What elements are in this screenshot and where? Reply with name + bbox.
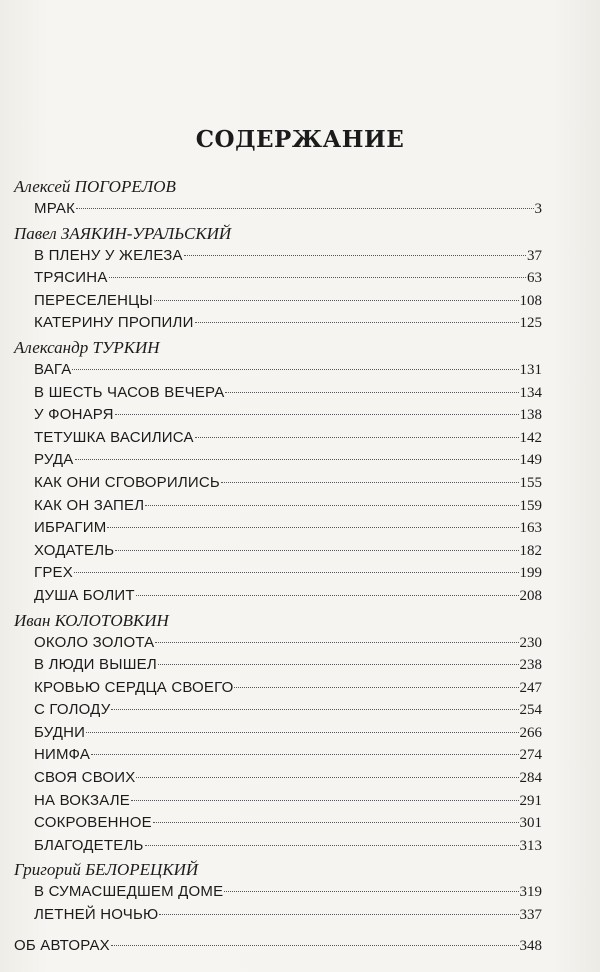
toc-entry-title: У ФОНАРЯ	[34, 406, 114, 424]
toc-page-number: 155	[519, 474, 542, 491]
toc-entry-title: СВОЯ СВОИХ	[34, 769, 136, 787]
toc-entry	[14, 267, 542, 290]
toc-page-number: 63	[527, 270, 542, 287]
toc-entry	[14, 790, 542, 813]
toc-entry	[14, 382, 542, 405]
toc-page-number: 125	[519, 315, 542, 332]
toc-entry	[14, 585, 542, 608]
dot-leader	[74, 572, 519, 573]
toc-page-number: 348	[519, 937, 542, 954]
toc-page-number: 247	[519, 679, 542, 696]
dot-leader	[115, 414, 519, 415]
toc-page-number: 134	[519, 384, 542, 401]
toc-author: Александр ТУРКИН	[14, 337, 160, 357]
toc-entry-title: ЛЕТНЕЙ НОЧЬЮ	[34, 906, 159, 924]
toc-page-number: 291	[519, 792, 542, 809]
toc-entry-title: МРАК	[34, 200, 76, 217]
toc-entry	[14, 812, 542, 835]
toc-page-number: 37	[527, 247, 542, 264]
toc-page-number: 163	[519, 520, 542, 537]
toc-page-number: 142	[519, 429, 542, 446]
toc-entry-title: РУДА	[34, 451, 74, 469]
toc-page-number: 208	[519, 587, 542, 604]
toc-entry	[14, 835, 542, 858]
toc-entry-title: ПЕРЕСЕЛЕНЦЫ	[34, 291, 153, 309]
dot-leader	[224, 891, 518, 892]
dot-leader	[145, 845, 519, 846]
dot-leader	[154, 300, 519, 301]
toc-entry	[14, 312, 542, 335]
dot-leader	[145, 505, 518, 506]
toc-page-number: 199	[519, 565, 542, 582]
dot-leader	[234, 687, 518, 688]
toc-entry	[14, 540, 542, 563]
dot-leader	[184, 255, 526, 256]
toc-page-number: 337	[519, 907, 542, 924]
toc-entry	[14, 495, 542, 518]
toc-entry	[14, 290, 542, 313]
toc-entry-title: ТРЯСИНА	[34, 269, 108, 287]
toc-page-number: 149	[519, 452, 542, 469]
dot-leader	[153, 822, 519, 823]
toc-entry	[14, 699, 542, 722]
toc-entry-title: КАК ОНИ СГОВОРИЛИСЬ	[34, 473, 220, 491]
spacer	[14, 927, 542, 935]
toc-author: Григорий БЕЛОРЕЦКИЙ	[14, 860, 199, 880]
dot-leader	[109, 277, 526, 278]
toc-page-number: 182	[519, 542, 542, 559]
toc-entry-title: ОБ АВТОРАХ	[14, 936, 110, 954]
dot-leader	[111, 945, 519, 946]
dot-leader	[159, 914, 518, 915]
toc-entry-title: КАК ОН ЗАПЕЛ	[34, 496, 145, 514]
dot-leader	[195, 322, 519, 323]
toc-entry	[14, 427, 542, 450]
dot-leader	[136, 777, 518, 778]
toc-page-number: 108	[519, 292, 542, 309]
toc-entry	[14, 359, 542, 382]
dot-leader	[221, 482, 519, 483]
toc-page-number: 301	[519, 815, 542, 832]
toc-page-number: 131	[519, 361, 542, 378]
toc-entry	[14, 904, 542, 927]
toc-entry	[14, 404, 542, 427]
toc-page-number: 238	[519, 657, 542, 674]
toc-entry-title: БЛАГОДЕТЕЛЬ	[34, 836, 144, 854]
toc-entry	[14, 881, 542, 904]
dot-leader	[136, 595, 519, 596]
dot-leader	[91, 754, 518, 755]
toc-author: Иван КОЛОТОВКИН	[14, 610, 169, 630]
toc-page-number: 3	[534, 201, 542, 217]
toc-entry-title: ТЕТУШКА ВАСИЛИСА	[34, 428, 194, 446]
toc-entry-title: В СУМАСШЕДШЕМ ДОМЕ	[34, 883, 224, 901]
toc-entry-title: ГРЕХ	[34, 564, 73, 582]
toc-entry	[14, 632, 542, 655]
toc-entry-title: ОКОЛО ЗОЛОТА	[34, 633, 155, 651]
toc-author: Павел ЗАЯКИН-УРАЛЬСКИЙ	[14, 223, 232, 243]
dot-leader	[115, 550, 518, 551]
toc-page-number: 266	[519, 724, 542, 741]
toc-entry-about-authors	[14, 935, 542, 958]
toc-author: Алексей ПОГОРЕЛОВ	[14, 177, 176, 196]
toc-entry-title: ДУША БОЛИТ	[34, 586, 135, 604]
toc-entry-title: КАТЕРИНУ ПРОПИЛИ	[34, 314, 194, 332]
toc-page-number: 230	[519, 634, 542, 651]
toc-page-number: 284	[519, 770, 542, 787]
toc-entry-title: В ШЕСТЬ ЧАСОВ ВЕЧЕРА	[34, 383, 225, 401]
toc-entry	[14, 198, 542, 221]
toc-entry-title: С ГОЛОДУ	[34, 701, 111, 719]
table-of-contents	[14, 174, 542, 957]
toc-entry-title: В ЛЮДИ ВЫШЕЛ	[34, 656, 157, 674]
toc-page-number: 313	[519, 837, 542, 854]
dot-leader	[155, 642, 518, 643]
toc-entry-title: В ПЛЕНУ У ЖЕЛЕЗА	[34, 246, 183, 264]
toc-entry	[14, 562, 542, 585]
toc-page-number: 319	[519, 884, 542, 901]
toc-page-number: 159	[519, 497, 542, 514]
dot-leader	[195, 437, 519, 438]
toc-page-number: 138	[519, 407, 542, 424]
dot-leader	[75, 459, 519, 460]
dot-leader	[111, 709, 518, 710]
dot-leader	[107, 527, 518, 528]
toc-entry	[14, 517, 542, 540]
toc-entry-title: НА ВОКЗАЛЕ	[34, 791, 130, 809]
toc-entry	[14, 654, 542, 677]
toc-entry	[14, 677, 542, 700]
toc-entry-title: ХОДАТЕЛЬ	[34, 541, 115, 559]
toc-page-number: 274	[519, 747, 542, 764]
dot-leader	[76, 208, 533, 209]
toc-entry	[14, 722, 542, 745]
dot-leader	[86, 732, 518, 733]
toc-entry-title: КРОВЬЮ СЕРДЦА СВОЕГО	[34, 678, 234, 696]
toc-entry-title: НИМФА	[34, 746, 91, 764]
toc-entry	[14, 245, 542, 268]
toc-entry-title: БУДНИ	[34, 723, 86, 741]
toc-entry-title: СОКРОВЕННОЕ	[34, 814, 152, 832]
toc-entry	[14, 767, 542, 790]
dot-leader	[225, 392, 518, 393]
toc-entry	[14, 472, 542, 495]
dot-leader	[158, 664, 519, 665]
toc-entry-title: ИБРАГИМ	[34, 519, 107, 537]
toc-entry	[14, 744, 542, 767]
toc-entry-title: ВАГА	[34, 360, 72, 378]
page-title: СОДЕРЖАНИЕ	[195, 126, 405, 153]
toc-entry	[14, 449, 542, 472]
toc-page-number: 254	[519, 702, 542, 719]
dot-leader	[72, 369, 518, 370]
dot-leader	[131, 800, 519, 801]
